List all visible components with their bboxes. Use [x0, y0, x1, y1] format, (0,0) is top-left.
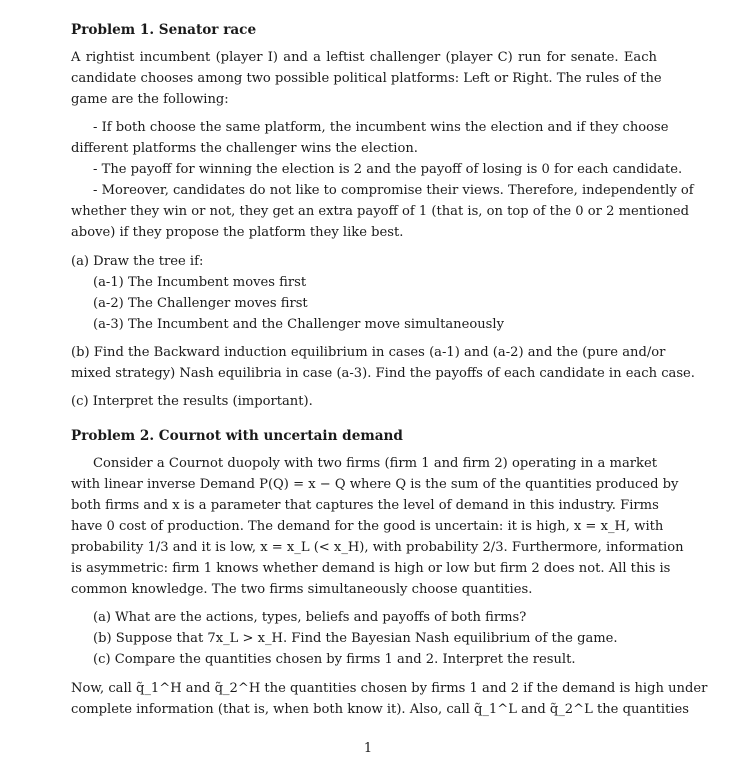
paragraph-line: have 0 cost of production. The demand for the good is uncertain: it is high, x = x_H, with: [71, 519, 664, 534]
part-b-line: (b) Find the Backward induction equilibrium in cases (a-1) and (a-2) and the (pure and/or: [71, 345, 666, 360]
paragraph-line: both firms and x is a parameter that captures the level of demand in this industry. Firms: [71, 498, 659, 513]
part-a-item: (a-3) The Incumbent and the Challenger move simultaneously: [93, 317, 504, 332]
paragraph-line: is asymmetric: firm 1 knows whether demand is high or low but firm 2 does not. All this is: [71, 561, 671, 576]
paragraph-line: with linear inverse Demand P(Q) = x − Q where Q is the sum of the quantities produced by: [71, 477, 679, 492]
question-item: (a) What are the actions, types, beliefs and payoffs of both firms?: [93, 610, 527, 625]
part-b-line: mixed strategy) Nash equilibria in case (a-3). Find the payoffs of each candidate in each case.: [71, 366, 695, 381]
paragraph-line: common knowledge. The two firms simultaneously choose quantities.: [71, 582, 533, 597]
part-a-item: (a-2) The Challenger moves first: [93, 296, 308, 311]
paragraph-line: probability 1/3 and it is low, x = x_L (< x_H), with probability 2/3. Furthermore, information: [71, 540, 684, 555]
question-item: (c) Compare the quantities chosen by firms 1 and 2. Interpret the result.: [93, 652, 576, 667]
part-c: (c) Interpret the results (important).: [71, 394, 313, 409]
part-a-item: (a-1) The Incumbent moves first: [93, 275, 307, 290]
rule-line: - If both choose the same platform, the incumbent wins the election and if they choose: [93, 120, 669, 135]
paragraph-line: complete information (that is, when both know it). Also, call q̃_1^L and q̃_2^L the quantities: [71, 702, 689, 717]
part-a: (a) Draw the tree if:: [71, 254, 204, 269]
paragraph-line: Consider a Cournot duopoly with two firms (firm 1 and firm 2) operating in a market: [93, 456, 657, 471]
paragraph-line: game are the following:: [71, 92, 229, 107]
rule-line: - The payoff for winning the election is 2 and the payoff of losing is 0 for each candidate.: [93, 162, 683, 177]
paragraph-line: A rightist incumbent (player I) and a leftist challenger (player C) run for senate. Each: [71, 50, 657, 65]
problem-1-heading: Problem 1. Senator race: [71, 22, 257, 38]
rule-line: whether they win or not, they get an extra payoff of 1 (that is, on top of the 0 or 2 mentioned: [71, 204, 690, 219]
question-item: (b) Suppose that 7x_L > x_H. Find the Bayesian Nash equilibrium of the game.: [93, 631, 618, 646]
rule-line: above) if they propose the platform they like best.: [71, 225, 404, 240]
rule-line: different platforms the challenger wins the election.: [71, 141, 418, 156]
rule-line: - Moreover, candidates do not like to compromise their views. Therefore, independently of: [93, 183, 694, 198]
paragraph-line: Now, call q̃_1^H and q̃_2^H the quantities chosen by firms 1 and 2 if the demand is high under: [71, 681, 708, 696]
problem-2-heading: Problem 2. Cournot with uncertain demand: [71, 428, 403, 444]
paragraph-line: candidate chooses among two possible political platforms: Left or Right. The rules of the: [71, 71, 662, 86]
page-number: 1: [363, 741, 373, 756]
